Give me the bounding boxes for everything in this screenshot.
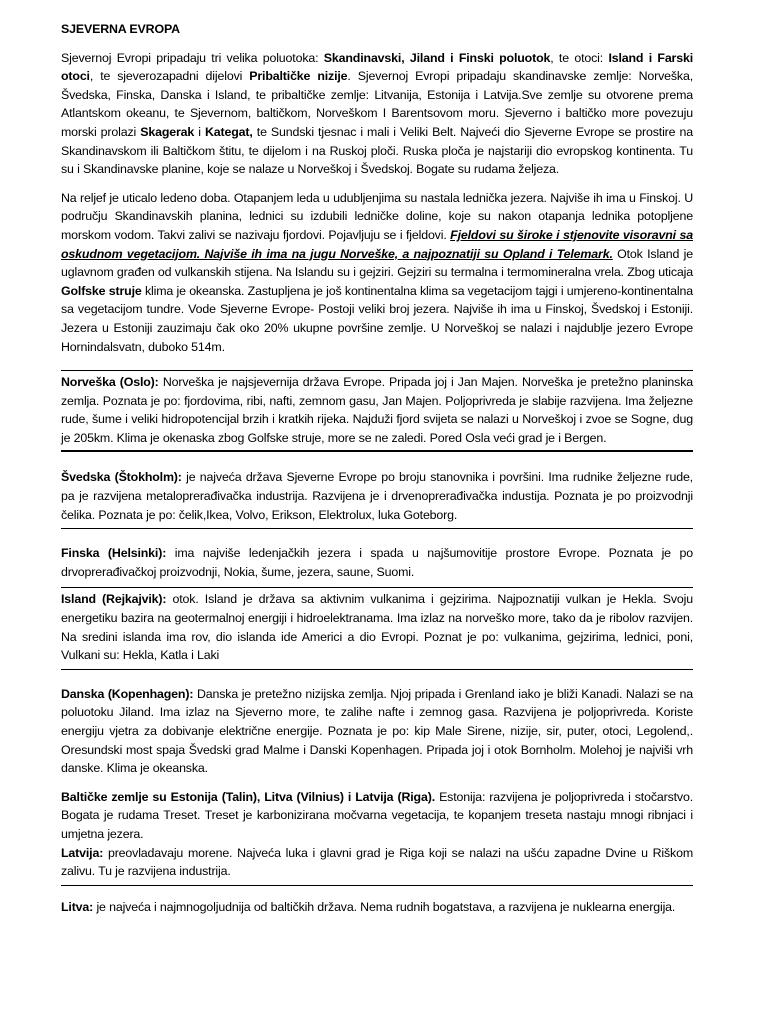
relief-bold-golf-stream: Golfske struje [61, 283, 142, 298]
section-text: ima najviše ledenjačkih jezera i spada u najšumovitije prostore Evrope. Poznata je po drvoprerađivačkoj proizvodnji, Nokia, šume, jezera, saune, Suomi. [61, 546, 693, 579]
intro-text: , te otoci: [550, 50, 609, 65]
section-heading: Litva: [61, 899, 94, 914]
section-heading: Island (Rejkajvik): [61, 592, 167, 607]
section-text: je najveća i najmnogoljudnija od baltičkih država. Nema rudnih bogatstava, a razvijena je nuklearna energija. [93, 899, 676, 914]
relief-paragraph [61, 189, 693, 356]
relief-text: Otok Island je uglavnom građen od vulkanskih stijena. Na Islandu su i gejziri. Gejziri su termalna i termomineralna vrela. Zbog uticaja [61, 246, 694, 280]
section-text: otok. Island je država sa aktivnim vulkanima i gejzirima. Najpoznatiji vulkan je Hekla. Svoju energetiku bazira na geotermalnoj energiji i hidroelektranama. Ima izlaz na norveško more, tako da je ribolov razvijen. Na sredini islanda ima rov, dio islanda ide Americi a dio Evropi. Poznat je po: vulkanima, gejzirima, lednici, poni, Vulkani su: Hekla, Katla i Laki [61, 592, 693, 663]
intro-bold-islands: Island i Farski otoci [61, 50, 694, 84]
intro-paragraph [61, 49, 693, 179]
section-latvija [61, 844, 693, 881]
section-text: preovladavaju morene. Najveća luka i glavni grad je Riga koji se nalazi na ušću zapadne Dvine u Riškom zalivu. Tu je razvijena industrija. [61, 845, 693, 879]
section-litva [61, 898, 693, 917]
document-page [61, 20, 693, 916]
divider [61, 450, 693, 452]
intro-bold-kategat: Kategat, [204, 124, 253, 139]
page-title: SJEVERNA EVROPA [61, 22, 180, 36]
intro-text: i [194, 124, 205, 139]
intro-bold-skagerak: Skagerak [140, 124, 195, 139]
intro-text: te Sundski tjesnac i mali i Veliki Belt. Najveći dio Sjeverne Evrope se prostire na Skandinavskom ili Baltičkom štitu, te dijelom i na Ruskoj ploči. Ruska ploča je najstariji dio evropskog kontinenta. Tu su i Skandinavske planine, koje se nalaze u Norveškoj i Švedskoj. Bogate su rudama željeza. [61, 124, 693, 177]
section-norveska [61, 373, 693, 447]
section-island [61, 590, 693, 664]
section-text: je najveća država Sjeverne Evrope po broju stanovnika i površini. Ima rudnike željezne rude, pa je razvijena metaloprerađivačka industrija. Razvijena je i drvenoprerađivačka industija. Poznata je po proizvodnji čelika. Poznata je po: čelik,Ikea, Volvo, Erikson, Elektrolux, luka Goteborg. [61, 470, 693, 522]
section-danska [61, 685, 693, 778]
divider [61, 885, 693, 886]
intro-bold-peninsulas: Skandinavski, Jiland i Finski poluotok [323, 50, 551, 65]
intro-text: Sjevernoj Evropi pripadaju tri velika poluotoka: [61, 50, 324, 65]
divider [61, 528, 693, 529]
section-heading: Latvija: [61, 845, 104, 860]
divider [61, 370, 693, 371]
relief-text: klima je okeanska. Zastupljena je još kontinentalna klima sa vegetacijom tajgi i umjereno-kontinentalna sa vegetacijom tundre. Vode Sjeverne Evrope- Postoji veliki broj jezera. Najviše ih ima u Finskoj, Švedskoj i Estoniji. Jezera u Estoniji zauzimaju čak oko 20% ukupne površine zemlje. U Norveškoj se nalazi i najdublje jezero Evrope Hornindalsvatn, duboko 514m. [61, 283, 693, 354]
section-finska [61, 544, 693, 581]
section-heading: Danska (Kopenhagen): [61, 686, 194, 701]
relief-text: Na reljef je uticalo ledeno doba. Otapanjem leda u udubljenjima su nastala lednička jezera. Najviše ih ima u Finskoj. U području Skandinavskih planina, lednici su izdubili ledničke doline, koje su nakon otapanja lednika potopljene morskom vodom. Takvi zalivi se nazivaju fjordovi. Pojavljuju se i fjeldovi. [61, 190, 693, 242]
section-text: Norveška je najsjevernija država Evrope. Pripada joj i Jan Majen. Norveška je pretežno planinska zemlja. Poznata je po: fjordovima, ribi, nafti, zemnom gasu, Jan Majen. Poljoprivreda je slabije razvijena. Ima željezne rude, šume i veliki hidropotencijal brzih i kratkih rijeka. Najduži fjord svijeta se nalazi u Norveškoj i zvoe se Sogne, dug je 205km. Klima je okenaska zbog Golfske struje, more se ne zaledi. Pored Osla veći grad je i Bergen. [61, 375, 693, 445]
section-text: Estonija: razvijena je poljoprivreda i stočarstvo. Bogata je rudama Treset. Treset je karbonizirana močvarna vegetacija, te kopanjem treseta nastaju mnogi ribnjaci i umjetna jezera. [61, 789, 693, 841]
intro-text: , te sjeverozapadni dijelovi [89, 69, 250, 84]
divider [61, 587, 693, 588]
section-heading: Finska (Helsinki): [61, 546, 167, 561]
section-heading: Norveška (Oslo): [61, 375, 159, 390]
relief-fjeldovi-highlight: Fjeldovi su široke i stjenovite visoravni sa oskudnom vegetacijom. Najviše ih ima na jugu Norveške, a najpoznatiji su Opland i Telemark. [61, 227, 693, 261]
divider [61, 669, 693, 670]
section-heading: Baltičke zemlje su Estonija (Talin), Litva (Vilnius) i Latvija (Riga). [61, 789, 435, 804]
section-text: Danska je pretežno nizijska zemlja. Njoj pripada i Grenland iako je bliži Kanadi. Nalazi se na poluotoku Jiland. Ima izlaz na Sjeverno more, te zalihe nafte i zemnog gasa. Razvijena je poljoprivreda. Koriste energiju vjetra za dobivanje električne energije. Poznata je po: kip Male Sirene, nizije, sir, puter, otoci, Legolend,. Oresundski most spaja Švedski grad Malme i Danski Kopenhagen. Pripada joj i otok Bornholm. Molehoj je najviši vrh danske. Klima je okeanska. [61, 686, 694, 776]
intro-text: . Sjevernoj Evropi pripadaju skandinavske zemlje: Norveška, Švedska, Finska, Danska i Island, te pribaltičke zemlje: Litvanija, Estonija i Latvija.Sve zemlje su otvorene prema Atlantskom okeanu, te Sjevernom, baltičkom, Norveškom I Barentsovom moru. Sjeverno i baltičko more povezuju morski prolazi [61, 69, 693, 139]
section-baltik [61, 788, 693, 844]
intro-bold-lowland: Pribaltičke nizije [249, 69, 348, 84]
section-svedska [61, 468, 693, 524]
section-heading: Švedska (Štokholm): [61, 470, 182, 485]
